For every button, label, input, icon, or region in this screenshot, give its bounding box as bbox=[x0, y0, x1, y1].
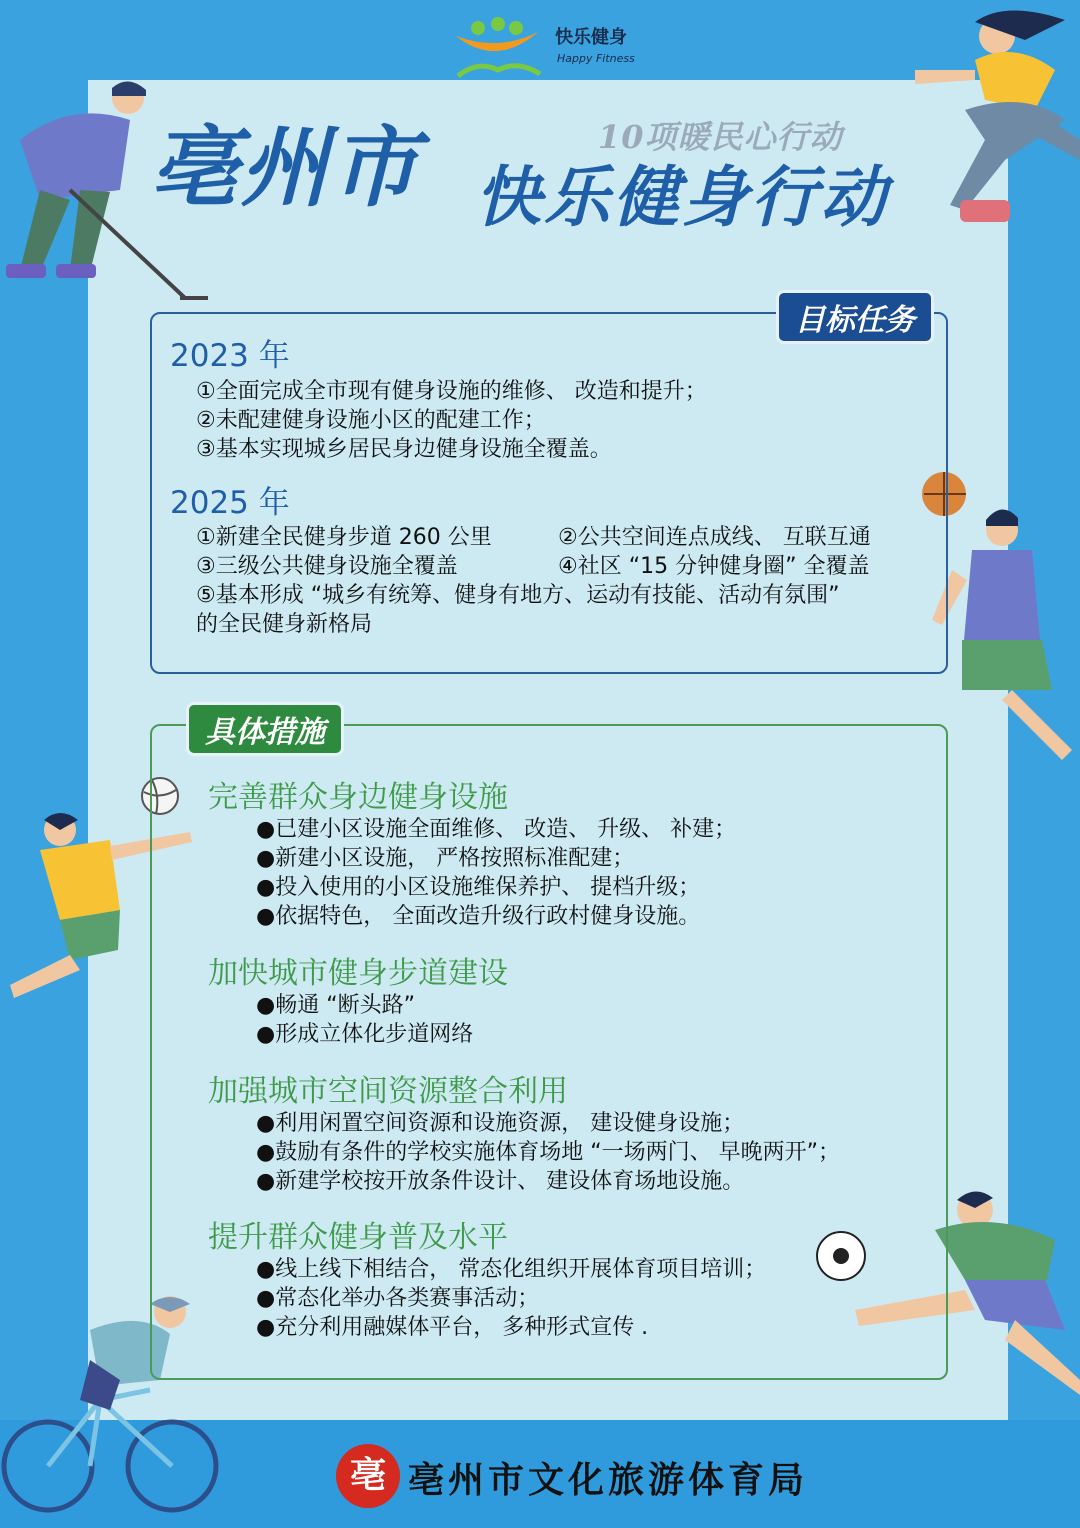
goal-2023-item: ③基本实现城乡居民身边健身设施全覆盖。 bbox=[196, 437, 612, 462]
title-city: 亳州市 bbox=[150, 116, 421, 219]
logo-subtitle: Happy Fitness bbox=[557, 52, 635, 65]
measure-section-title: 完善群众身边健身设施 bbox=[208, 780, 508, 815]
goal-2023-item: ②未配建健身设施小区的配建工作； bbox=[196, 408, 546, 433]
campaign-subtitle: 10项暖民心行动 bbox=[598, 118, 843, 156]
measure-item: ●充分利用融媒体平台， 多种形式宣传 . bbox=[256, 1315, 649, 1340]
measure-item: ●利用闲置空间资源和设施资源， 建设健身设施； bbox=[256, 1111, 745, 1136]
goal-2023-item: ①全面完成全市现有健身设施的维修、 改造和提升； bbox=[196, 379, 707, 404]
measure-item: ●新建学校按开放条件设计、 建设体育场地设施。 bbox=[256, 1169, 745, 1194]
goal-2025-item: 的全民健身新格局 bbox=[196, 612, 373, 637]
measure-item: ●常态化举办各类赛事活动； bbox=[256, 1286, 540, 1311]
measure-item: ●线上线下相结合， 常态化组织开展体育项目培训； bbox=[256, 1257, 767, 1282]
measure-item: ●鼓励有条件的学校实施体育场地 “一场两门、 早晚两开”； bbox=[256, 1140, 840, 1165]
hockey-player-illustration bbox=[0, 80, 210, 310]
goal-2025-item: ①新建全民健身步道 260 公里 bbox=[196, 525, 492, 550]
goals-tag: 目标任务 bbox=[776, 290, 934, 344]
logo-name: 快乐健身 bbox=[555, 27, 627, 48]
goal-2025-item: ③三级公共健身设施全覆盖 bbox=[196, 554, 458, 579]
measure-item: ●依据特色， 全面改造升级行政村健身设施。 bbox=[256, 904, 701, 929]
measure-section-title: 加强城市空间资源整合利用 bbox=[208, 1074, 568, 1109]
measure-item: ●已建小区设施全面维修、 改造、 升级、 补建； bbox=[256, 817, 737, 842]
measure-item: ●新建小区设施， 严格按照标准配建； bbox=[256, 846, 635, 871]
measure-item: ●畅通 “断头路” bbox=[256, 993, 415, 1018]
year-2025-heading: 2025 年 bbox=[170, 485, 290, 521]
footer-org-name: 亳州市文化旅游体育局 bbox=[408, 1460, 809, 1501]
measure-item: ●形成立体化步道网络 bbox=[256, 1022, 474, 1047]
goal-2025-item: ④社区 “15 分钟健身圈” 全覆盖 bbox=[558, 554, 870, 579]
runner-illustration bbox=[905, 0, 1080, 240]
bureau-emblem-icon: 亳 bbox=[336, 1444, 400, 1508]
measures-tag: 具体措施 bbox=[186, 702, 344, 756]
year-2023-heading: 2023 年 bbox=[170, 338, 290, 374]
measure-section-title: 加快城市健身步道建设 bbox=[208, 956, 508, 991]
goal-2025-item: ⑤基本形成 “城乡有统筹、健身有地方、运动有技能、活动有氛围” bbox=[196, 583, 840, 608]
title-main: 快乐健身行动 bbox=[475, 159, 889, 236]
happy-fitness-logo-icon bbox=[448, 8, 548, 82]
goal-2025-item: ②公共空间连点成线、 互联互通 bbox=[558, 525, 871, 550]
measure-section-title: 提升群众健身普及水平 bbox=[208, 1220, 508, 1255]
measure-item: ●投入使用的小区设施维保养护、 提档升级； bbox=[256, 875, 701, 900]
